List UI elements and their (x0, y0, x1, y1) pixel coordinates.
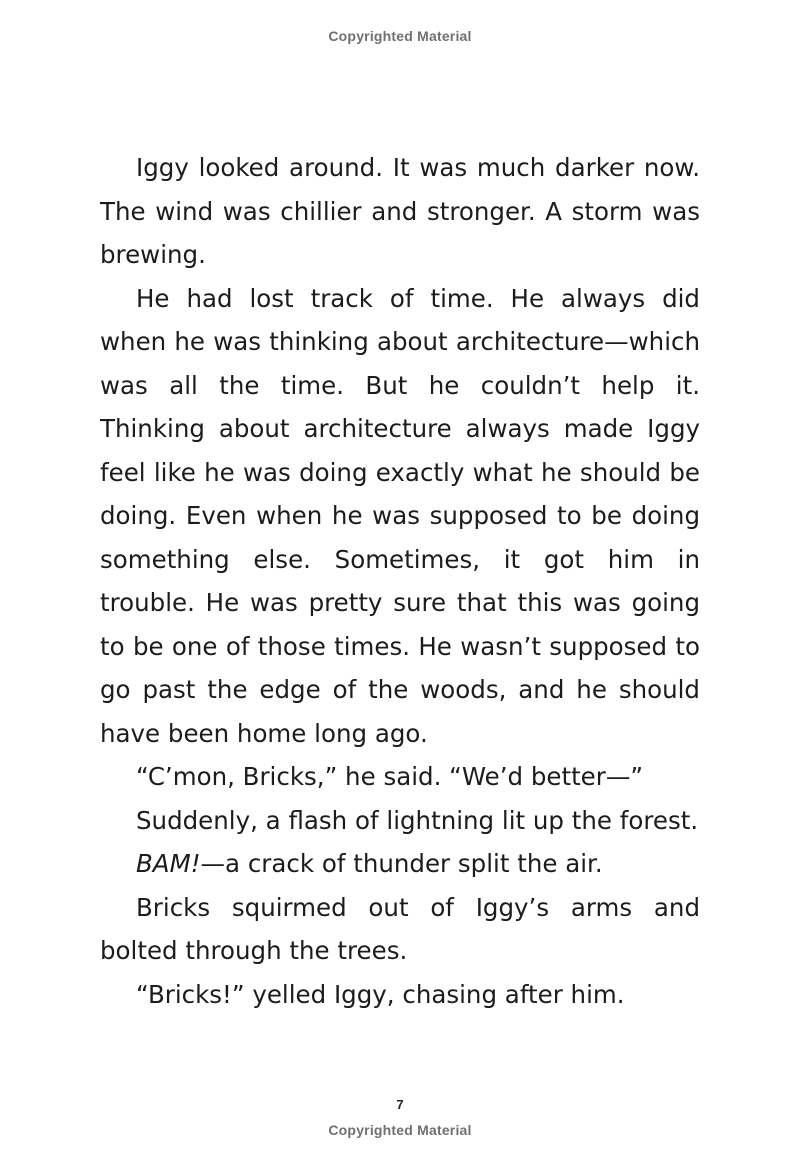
story-text (100, 146, 700, 1016)
paragraph: “Bricks!” yelled Iggy, chasing after him. (136, 979, 625, 1009)
emphasis-text: BAM! (136, 849, 201, 878)
copyright-watermark-top: Copyrighted Material (328, 28, 472, 44)
paragraph: Suddenly, a flash of lightning lit up the forest. (136, 805, 699, 835)
copyright-watermark-bottom: Copyrighted Material (328, 1122, 472, 1138)
paragraph: “C’mon, Bricks,” he said. “We’d better—” (136, 762, 644, 791)
page-number: 7 (396, 1097, 404, 1112)
paragraph-text: —a crack of thunder split the air. (200, 849, 603, 878)
paragraph: Iggy looked around. It was much darker now. The wind was chillier and stronger. A storm was brewing. (100, 153, 700, 269)
paragraph (100, 842, 700, 886)
paragraph: He had lost track of time. He always did when he was thinking about architecture—which was all the time. But he couldn’t help it. Thinking about architecture always made Iggy feel like he was doing exactly what he should be doing. Even when he was supposed to be doing something else. Sometimes, it got him in trouble. He was pretty sure that this was going to be one of those times. He wasn’t supposed to go past the edge of the woods, and he should have been home long ago. (100, 283, 700, 748)
paragraph: Bricks squirmed out of Iggy’s arms and bolted through the trees. (100, 892, 700, 965)
